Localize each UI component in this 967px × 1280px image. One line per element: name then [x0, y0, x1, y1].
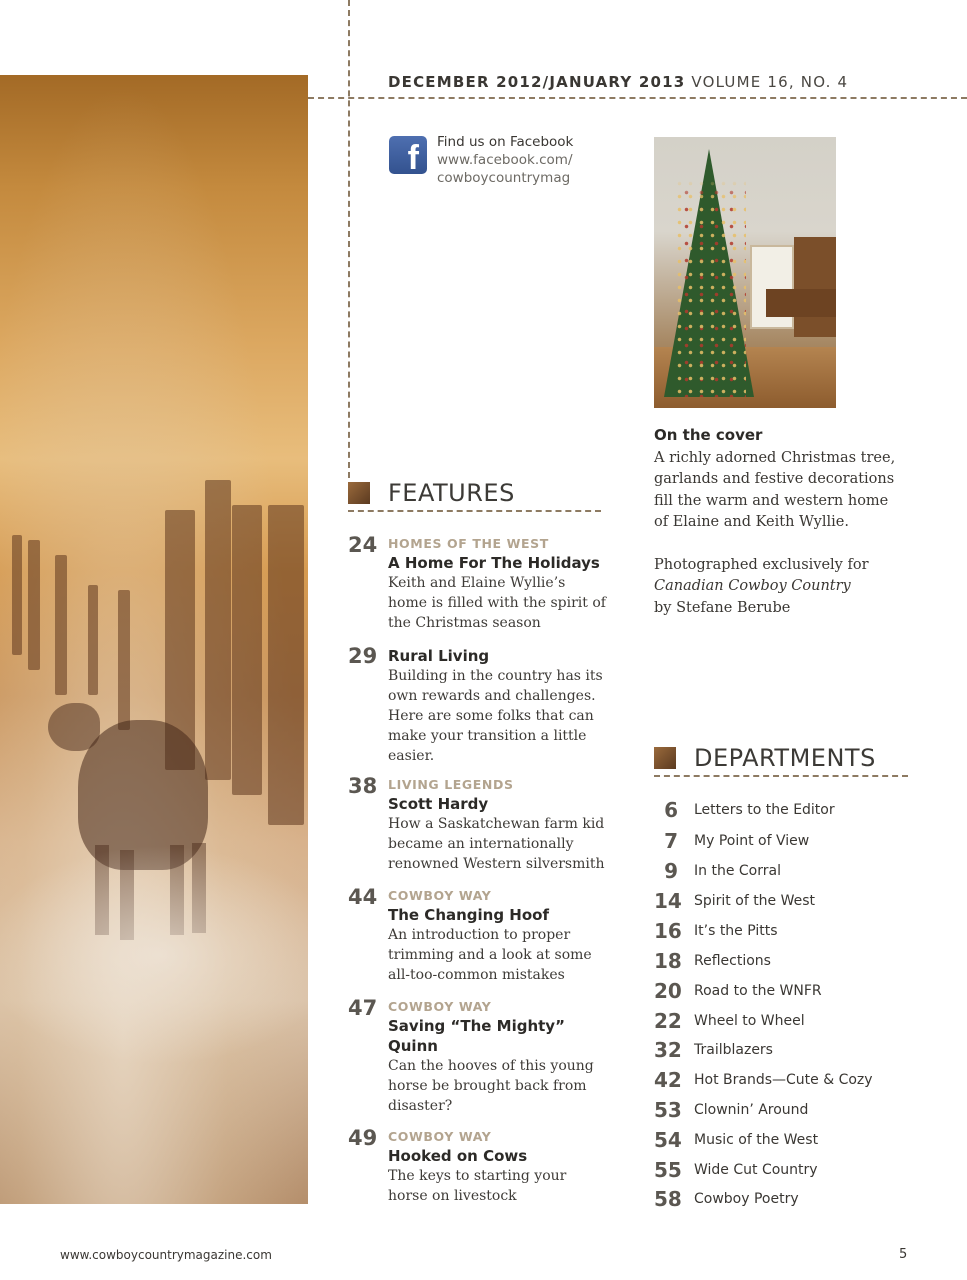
- horse-fence-photo: [0, 75, 308, 1204]
- footer-url[interactable]: www.cowboycountrymagazine.com: [60, 1248, 272, 1262]
- feature-description: Keith and Elaine Wyllie’s home is filled with the spirit of the Christmas season: [388, 575, 606, 631]
- department-item[interactable]: [654, 949, 914, 978]
- department-name[interactable]: Clownin’ Around: [694, 1102, 809, 1118]
- departments-rule: [654, 775, 908, 777]
- feature-page: 38: [348, 774, 378, 798]
- department-name[interactable]: Wide Cut Country: [694, 1162, 818, 1178]
- department-name[interactable]: It’s the Pitts: [694, 923, 778, 939]
- facebook-block: [437, 133, 573, 187]
- feature-item[interactable]: [348, 646, 608, 766]
- department-page: 9: [664, 859, 678, 883]
- feature-description: How a Saskatchewan farm kid became an internationally renowned Western silversmith: [388, 816, 605, 872]
- department-name[interactable]: Cowboy Poetry: [694, 1191, 799, 1207]
- departments-title: DEPARTMENTS: [694, 744, 876, 772]
- department-name[interactable]: Spirit of the West: [694, 893, 816, 909]
- department-page: 14: [654, 889, 682, 913]
- department-name[interactable]: Reflections: [694, 953, 771, 969]
- feature-category: COWBOY WAY: [388, 999, 492, 1014]
- feature-category: COWBOY WAY: [388, 1129, 492, 1144]
- features-title: FEATURES: [388, 479, 515, 507]
- department-item[interactable]: [654, 1098, 914, 1127]
- feature-item[interactable]: [348, 535, 608, 633]
- department-name[interactable]: Trailblazers: [694, 1042, 773, 1058]
- cover-heading: On the cover: [654, 426, 763, 444]
- feature-category: COWBOY WAY: [388, 888, 492, 903]
- department-item[interactable]: [654, 919, 914, 948]
- feature-item[interactable]: [348, 887, 608, 985]
- feature-description: Building in the country has its own rewards and challenges. Here are some folks that can make your transition a little easier.: [388, 668, 603, 764]
- issue-dates: DECEMBER 2012/JANUARY 2013: [388, 73, 686, 91]
- feature-category: LIVING LEGENDS: [388, 777, 514, 792]
- department-item[interactable]: [654, 1158, 914, 1187]
- department-page: 58: [654, 1187, 682, 1211]
- feature-page: 29: [348, 644, 378, 668]
- departments-square-icon: [654, 747, 676, 769]
- header-dashed-rule: [308, 97, 967, 99]
- department-name[interactable]: Music of the West: [694, 1132, 819, 1148]
- feature-title[interactable]: Rural Living: [388, 647, 490, 665]
- cover-credit-prefix: Photographed exclusively for: [654, 556, 869, 573]
- cover-credit: [654, 555, 904, 620]
- department-item[interactable]: [654, 1068, 914, 1097]
- department-name[interactable]: Wheel to Wheel: [694, 1013, 805, 1029]
- department-page: 53: [654, 1098, 682, 1122]
- department-page: 18: [654, 949, 682, 973]
- feature-page: 49: [348, 1126, 378, 1150]
- cover-caption: [654, 425, 904, 619]
- feature-title[interactable]: The Changing Hoof: [388, 906, 550, 924]
- cover-credit-suffix: by Stefane Berube: [654, 599, 791, 616]
- department-name[interactable]: Hot Brands—Cute & Cozy: [694, 1072, 873, 1088]
- issue-volume: VOLUME 16, NO. 4: [691, 73, 849, 91]
- feature-title[interactable]: Hooked on Cows: [388, 1147, 528, 1165]
- cover-description: A richly adorned Christmas tree, garlands and festive decorations fill the warm and western home of Elaine and Keith Wyllie.: [654, 449, 896, 530]
- department-item[interactable]: [654, 829, 914, 858]
- feature-description: Can the hooves of this young horse be brought back from disaster?: [388, 1058, 594, 1114]
- department-page: 22: [654, 1009, 682, 1033]
- department-page: 6: [664, 798, 678, 822]
- feature-page: 24: [348, 533, 378, 557]
- features-rule: [348, 510, 601, 512]
- features-header: [348, 479, 515, 507]
- departments-header: [654, 744, 876, 772]
- feature-description: An introduction to proper trimming and a look at some all-too-common mistakes: [388, 927, 592, 983]
- department-item[interactable]: [654, 1187, 914, 1216]
- department-name[interactable]: In the Corral: [694, 863, 781, 879]
- facebook-url-line2[interactable]: cowboycountrymag: [437, 170, 571, 186]
- facebook-icon[interactable]: f: [389, 136, 427, 174]
- department-item[interactable]: [654, 1128, 914, 1157]
- feature-title[interactable]: Scott Hardy: [388, 795, 489, 813]
- department-item[interactable]: [654, 979, 914, 1008]
- feature-category: HOMES OF THE WEST: [388, 536, 549, 551]
- department-name[interactable]: My Point of View: [694, 833, 810, 849]
- department-page: 55: [654, 1158, 682, 1182]
- department-name[interactable]: Road to the WNFR: [694, 983, 822, 999]
- feature-title[interactable]: A Home For The Holidays: [388, 554, 600, 572]
- features-square-icon: [348, 482, 370, 504]
- feature-description: The keys to starting your horse on livestock: [388, 1168, 567, 1204]
- vertical-dashed-divider: [348, 0, 350, 478]
- department-page: 7: [664, 829, 678, 853]
- cover-photo-christmas-tree: [654, 137, 836, 408]
- page-number: 5: [899, 1247, 908, 1262]
- feature-item[interactable]: [348, 1128, 608, 1206]
- department-page: 42: [654, 1068, 682, 1092]
- department-page: 20: [654, 979, 682, 1003]
- department-page: 16: [654, 919, 682, 943]
- feature-page: 47: [348, 996, 378, 1020]
- department-item[interactable]: [654, 1038, 914, 1067]
- feature-title[interactable]: Saving “The Mighty” Quinn: [388, 1017, 565, 1055]
- facebook-label: Find us on Facebook: [437, 134, 574, 150]
- cover-credit-publication: Canadian Cowboy Country: [654, 578, 851, 594]
- department-page: 32: [654, 1038, 682, 1062]
- department-item[interactable]: [654, 889, 914, 918]
- feature-item[interactable]: [348, 998, 608, 1116]
- department-name[interactable]: Letters to the Editor: [694, 802, 835, 818]
- department-page: 54: [654, 1128, 682, 1152]
- department-item[interactable]: [654, 1009, 914, 1038]
- department-item[interactable]: [654, 859, 914, 888]
- department-item[interactable]: [654, 798, 914, 827]
- feature-item[interactable]: [348, 776, 608, 874]
- feature-page: 44: [348, 885, 378, 909]
- facebook-url-line1[interactable]: www.facebook.com/: [437, 152, 573, 168]
- issue-header: [388, 73, 848, 91]
